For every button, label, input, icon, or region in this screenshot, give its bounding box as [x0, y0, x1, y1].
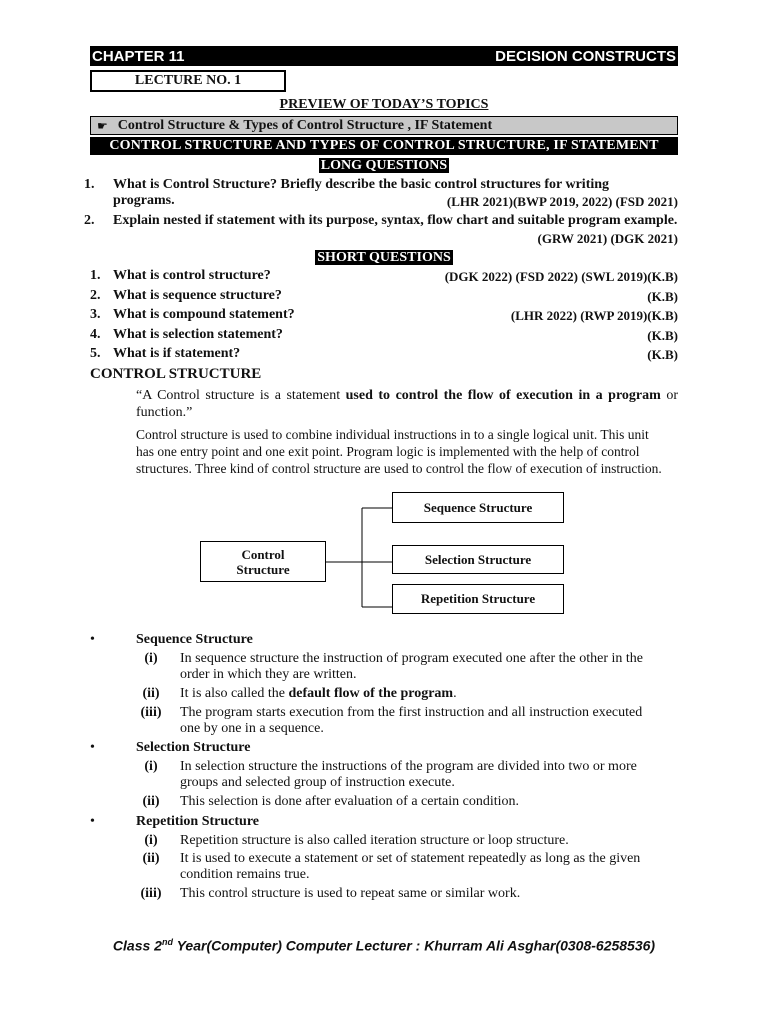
item-bold: default flow of the program [288, 686, 454, 701]
chapter-number: CHAPTER 11 [92, 47, 185, 65]
question-text: What is Control Structure? Briefly describe the basic control structures for writing [113, 177, 610, 192]
item-line: order in which they are written. [180, 667, 357, 682]
question-number: 2. [84, 213, 95, 228]
page-footer [0, 937, 768, 954]
question-text: What is compound statement? [113, 307, 295, 322]
selection-item-1 [180, 759, 678, 791]
question-number: 5. [90, 346, 101, 361]
diagram-selection-box: Selection Structure [392, 545, 564, 574]
item-number: (iii) [140, 705, 162, 720]
sequence-heading: Sequence Structure [136, 632, 253, 647]
short-questions-heading: SHORT QUESTIONS [317, 250, 451, 265]
item-number: (ii) [142, 686, 160, 701]
question-number: 1. [90, 268, 101, 283]
lecture-box: LECTURE NO. 1 [90, 70, 286, 92]
quote-post: or function.” [136, 388, 678, 420]
question-number: 4. [90, 327, 101, 342]
diagram-sequence-box: Sequence Structure [392, 492, 564, 523]
repetition-item-2 [180, 851, 678, 883]
pointing-hand-icon: ☛ [97, 118, 108, 133]
paragraph-line: Control structure is used to combine individual instructions in to a single logical unit. This unit [136, 427, 649, 442]
item-number: (i) [144, 651, 158, 666]
footer-post: Year(Computer) Computer Lecturer : Khurram Ali Asghar(0308-6258536) [172, 937, 656, 954]
question-text: What is control structure? [113, 268, 271, 283]
question-number: 3. [90, 307, 101, 322]
footer-pre: Class 2 [112, 937, 162, 954]
question-text: What is selection statement? [113, 327, 283, 342]
question-ref: (LHR 2022) (RWP 2019)(K.B) [510, 308, 678, 323]
question-ref: (LHR 2021)(BWP 2019, 2022) (FSD 2021) [446, 194, 678, 209]
preview-heading: PREVIEW OF TODAY’S TOPICS [279, 97, 489, 112]
diagram-root-line: Control [241, 546, 285, 562]
question-ref: (GRW 2021) (DGK 2021) [537, 231, 678, 246]
item-line: The program starts execution from the first instruction and all instruction executed [180, 705, 643, 720]
question-ref: (K.B) [647, 289, 678, 304]
diagram-root-box [200, 541, 326, 582]
item-number: (i) [144, 759, 158, 774]
question-number: 2. [90, 288, 101, 303]
bullet-icon: • [90, 632, 95, 647]
question-number: 1. [84, 177, 95, 192]
topics-text: Control Structure & Types of Control Structure , IF Statement [117, 117, 493, 133]
quote-bold: used to control the flow of execution in a program [345, 388, 661, 403]
repetition-item-3: This control structure is used to repeat same or similar work. [180, 886, 521, 901]
bullet-icon: • [90, 740, 95, 755]
question-ref: (K.B) [647, 347, 678, 362]
selection-heading: Selection Structure [136, 740, 251, 755]
item-line: It is used to execute a statement or set of statement repeatedly as long as the given [180, 851, 641, 866]
diagram-repetition-box: Repetition Structure [392, 584, 564, 614]
question-text-cont: programs. [113, 193, 175, 208]
item-line: groups and selected group of instruction execute. [180, 775, 455, 790]
bullet-icon: • [90, 814, 95, 829]
item-number: (ii) [142, 794, 160, 809]
item-post: . [453, 686, 457, 701]
sequence-item-3 [180, 705, 678, 737]
item-line: In sequence structure the instruction of program executed one after the other in the [180, 651, 643, 666]
section-title: CONTROL STRUCTURE AND TYPES OF CONTROL STRUCTURE, IF STATEMENT [90, 137, 678, 155]
paragraph-line: structures. Three kind of control structure are used to control the flow of execution of instruction. [136, 461, 662, 476]
quote-pre: “A Control structure is a statement [136, 388, 346, 403]
chapter-title: DECISION CONSTRUCTS [495, 47, 676, 65]
item-line: In selection structure the instructions of the program are divided into two or more [180, 759, 637, 774]
question-ref: (DGK 2022) (FSD 2022) (SWL 2019)(K.B) [444, 269, 678, 284]
sequence-item-1 [180, 651, 678, 683]
footer-sup: nd [161, 937, 173, 947]
item-number: (ii) [142, 851, 160, 866]
item-pre: It is also called the [180, 686, 289, 701]
item-number: (iii) [140, 886, 162, 901]
paragraph-line: has one entry point and one exit point. Program logic is implemented with the help of control [136, 444, 640, 459]
question-ref: (K.B) [647, 328, 678, 343]
sequence-item-2 [180, 686, 678, 702]
item-line: condition remains true. [180, 867, 310, 882]
question-text: What is if statement? [113, 346, 241, 361]
item-line: one by one in a sequence. [180, 721, 324, 736]
item-number: (i) [144, 833, 158, 848]
control-structure-heading: CONTROL STRUCTURE [90, 366, 262, 382]
question-text: What is sequence structure? [113, 288, 282, 303]
repetition-heading: Repetition Structure [136, 814, 259, 829]
repetition-item-1: Repetition structure is also called iteration structure or loop structure. [180, 833, 569, 848]
long-questions-heading: LONG QUESTIONS [320, 158, 448, 173]
selection-item-2: This selection is done after evaluation of a certain condition. [180, 794, 519, 809]
diagram-root-line: Structure [236, 561, 290, 577]
question-text: Explain nested if statement with its purpose, syntax, flow chart and suitable program example. [113, 213, 678, 228]
